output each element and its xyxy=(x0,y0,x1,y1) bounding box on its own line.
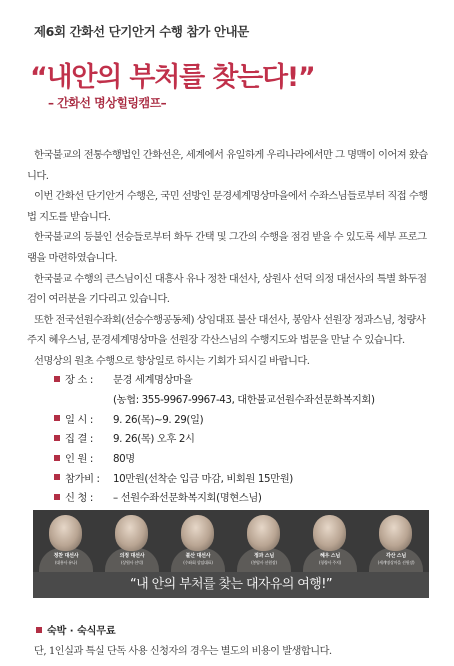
monk-portrait xyxy=(99,510,165,572)
monk-face-icon xyxy=(247,515,280,551)
info-people xyxy=(54,448,434,468)
monk-face-icon xyxy=(181,515,214,551)
paragraph: 한국불교의 전통수행법인 간화선은, 세계에서 유일하게 우리나라에서만 그 명맥이 이어져 왔습니다. xyxy=(27,149,428,182)
event-info xyxy=(54,369,434,527)
square-bullet-icon xyxy=(54,435,60,441)
info-date xyxy=(54,408,434,428)
square-bullet-icon xyxy=(54,474,60,480)
info-label: 신 청 : xyxy=(65,492,93,505)
monk-face-icon xyxy=(115,515,148,551)
monk-name: 정과 스님 xyxy=(253,553,275,559)
square-bullet-icon xyxy=(54,494,60,500)
intro-text xyxy=(27,145,431,372)
info-label: 장 소 : xyxy=(65,374,93,387)
monk-portrait xyxy=(165,510,231,572)
info-label: 인 원 : xyxy=(65,453,93,466)
paragraph: 선명상의 원초 수행으로 향상일로 하시는 기회가 되시길 바랍니다. xyxy=(34,354,310,367)
square-bullet-icon xyxy=(54,415,60,421)
lodging-heading xyxy=(36,622,116,637)
info-value: – 선원수좌선문화복지회(명현스님) xyxy=(113,492,262,505)
subtitle: – 간화선 명상힐링캠프– xyxy=(48,96,167,110)
info-place-contact xyxy=(54,389,434,409)
monk-portrait xyxy=(231,510,297,572)
lodging-heading-text: 숙박 · 숙식무료 xyxy=(47,626,116,637)
monk-name: 각산 스님 xyxy=(385,553,407,559)
paragraph: 한국불교 수행의 큰스님이신 대흥사 유나 정찬 대선사, 상원사 선덕 의정 대선사의 특별 화두점검이 여러분을 기다리고 있습니다. xyxy=(27,272,427,306)
info-value: 문경 세계명상마을 xyxy=(113,374,193,387)
info-value: (농협: 355-9967-9967-43, 대한불교선원수좌선문화복지회) xyxy=(113,394,375,407)
monk-role: (청량사 주지) xyxy=(318,560,342,565)
info-value: 10만원(선착순 입금 마감, 비회원 15만원) xyxy=(113,472,293,485)
square-bullet-icon xyxy=(36,627,42,633)
notice-header: 제6회 간화선 단기안거 수행 참가 안내문 xyxy=(34,24,249,39)
info-label: 참가비 : xyxy=(65,472,100,485)
monk-name: 정찬 대선사 xyxy=(53,553,79,559)
monk-portrait xyxy=(363,510,429,572)
monk-role: (대흥사 유나) xyxy=(54,560,78,565)
info-apply xyxy=(54,487,434,507)
info-value: 9. 26(목)~9. 29(일) xyxy=(113,413,204,426)
info-place xyxy=(54,369,434,389)
info-value: 80명 xyxy=(113,453,135,466)
paragraph: 이번 간화선 단기안거 수행은, 국민 선방인 문경세계명상마을에서 수좌스님들로부터 직접 수행법 지도를 받습니다. xyxy=(27,190,428,223)
info-value: 9. 26(목) 오후 2시 xyxy=(113,433,195,446)
paragraph: 또한 전국선원수좌회(선승수행공동체) 상임대표 불산 대선사, 봉암사 선원장 정과스님, 청량사 주지 혜우스님, 문경세계명상마을 선원장 각산스님의 수행지도와 법문을 만날 수 있습니다. xyxy=(27,313,426,347)
monk-portrait xyxy=(297,510,363,572)
info-fee xyxy=(54,467,434,487)
square-bullet-icon xyxy=(54,376,60,382)
monk-face-icon xyxy=(379,515,412,551)
monk-name: 혜우 스님 xyxy=(319,553,341,559)
slogan-banner: “내 안의 부처를 찾는 대자유의 여행!” xyxy=(33,572,429,598)
paragraph: 한국불교의 등불인 선승들로부터 화두 간택 및 그간의 수행을 점검 받을 수 있도록 세부 프로그램을 마련하였습니다. xyxy=(27,231,427,264)
info-label: 집 결 : xyxy=(65,433,93,446)
main-title: “내안의 부처를 찾는다!” xyxy=(30,62,315,93)
monk-name: 의정 대선사 xyxy=(119,553,145,559)
monk-name: 불산 대선사 xyxy=(185,553,211,559)
monk-face-icon xyxy=(313,515,346,551)
monk-photo-band xyxy=(33,510,429,572)
info-gather xyxy=(54,428,434,448)
monk-role: (봉암사 선원장) xyxy=(251,560,277,565)
monk-role: (상원사 선덕) xyxy=(120,560,144,565)
lodging-note: 단, 1인실과 특실 단독 사용 신청자의 경우는 별도의 비용이 발생합니다. xyxy=(34,646,332,657)
square-bullet-icon xyxy=(54,455,60,461)
monk-face-icon xyxy=(49,515,82,551)
info-label: 일 시 : xyxy=(65,413,93,426)
monk-role: (수좌회 상임대표) xyxy=(183,560,213,565)
monk-portrait xyxy=(33,510,99,572)
monk-role: (세계명상마을 선원장) xyxy=(377,560,415,565)
